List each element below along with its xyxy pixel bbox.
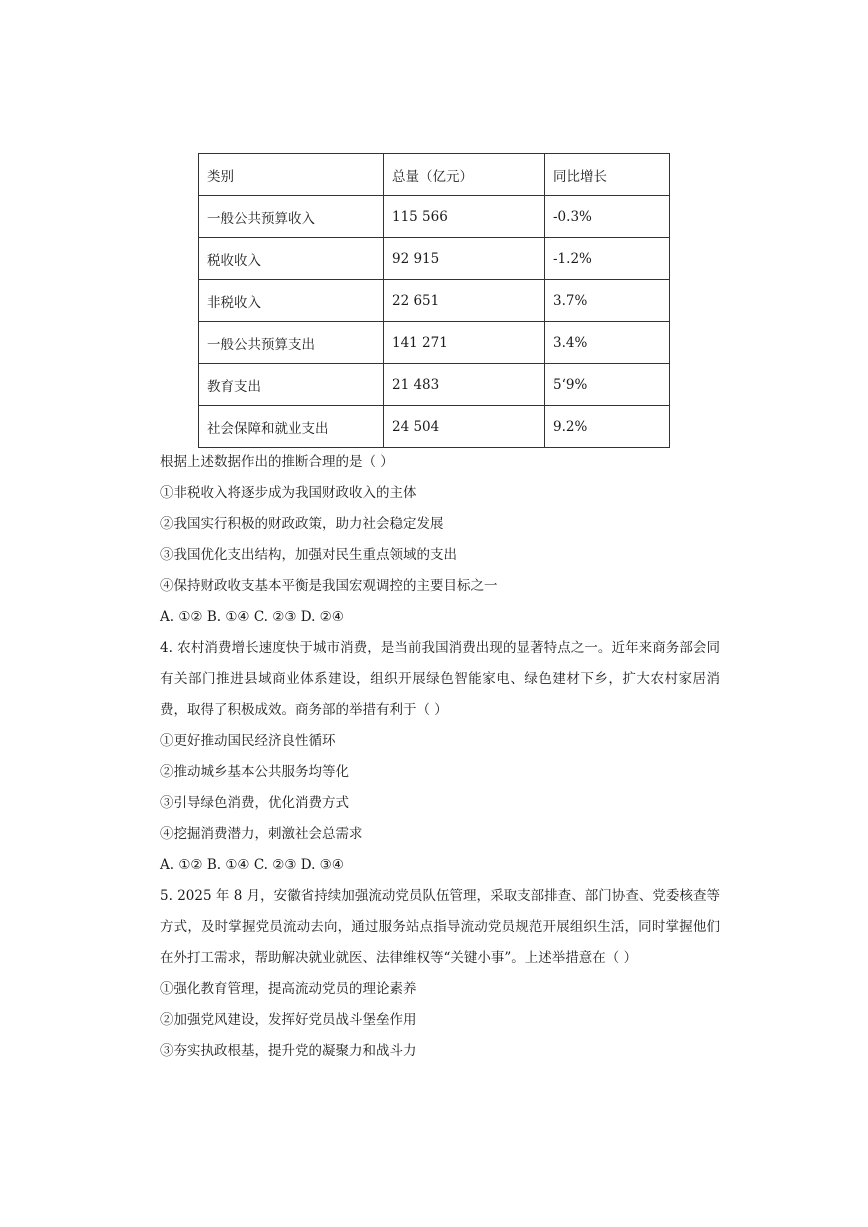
table-cell: 22 651 <box>384 280 545 322</box>
table-cell: 非税收入 <box>199 280 384 322</box>
table-cell: -0.3% <box>545 196 670 238</box>
option-statement: ①强化教育管理，提高流动党员的理论素养 <box>160 981 417 997</box>
table-cell: 教育支出 <box>199 364 384 406</box>
table-cell: 21 483 <box>384 364 545 406</box>
table-header-cell: 类别 <box>199 154 384 196</box>
table-cell: 3.4% <box>545 322 670 364</box>
question-stem: 5. 2025 年 8 月，安徽省持续加强流动党员队伍管理，采取支部排查、部门协查、党委核查等方式，及时掌握党员流动去向，通过服务站点指导流动党员规范开展组织生活，同时掌握他们在外打工需求，帮助解决就业就医、法律维权等“关键小事”。上述举措意在（ ） <box>160 888 720 966</box>
option-statement: ②我国实行积极的财政政策，助力社会稳定发展 <box>160 516 444 532</box>
option-statement: ④保持财政收支基本平衡是我国宏观调控的主要目标之一 <box>160 578 498 594</box>
table-row <box>199 364 670 406</box>
table-cell: 税收收入 <box>199 238 384 280</box>
answer-choices: A. ①② B. ①④ C. ②③ D. ②④ <box>160 609 344 625</box>
question-stem: 根据上述数据作出的推断合理的是（ ） <box>160 454 394 470</box>
table-cell: 9.2% <box>545 406 670 448</box>
table-cell: 一般公共预算收入 <box>199 196 384 238</box>
option-statement: ④挖掘消费潜力，刺激社会总需求 <box>160 826 363 842</box>
option-statement: ③引导绿色消费，优化消费方式 <box>160 795 349 811</box>
table-cell: 115 566 <box>384 196 545 238</box>
option-statement: ②加强党风建设，发挥好党员战斗堡垒作用 <box>160 1012 417 1028</box>
question-3 <box>160 447 720 633</box>
answer-choices: A. ①② B. ①④ C. ②③ D. ③④ <box>160 857 344 873</box>
table-cell: 3.7% <box>545 280 670 322</box>
table-row <box>199 406 670 448</box>
table-cell: 92 915 <box>384 238 545 280</box>
table-row <box>199 196 670 238</box>
table-cell: -1.2% <box>545 238 670 280</box>
table-row <box>199 238 670 280</box>
table-cell: 一般公共预算支出 <box>199 322 384 364</box>
question-4 <box>160 633 720 881</box>
option-statement: ①更好推动国民经济良性循环 <box>160 733 336 749</box>
table-row <box>199 280 670 322</box>
option-statement: ③夯实执政根基，提升党的凝聚力和战斗力 <box>160 1043 417 1059</box>
option-statement: ①非税收入将逐步成为我国财政收入的主体 <box>160 485 417 501</box>
table-cell: 社会保障和就业支出 <box>199 406 384 448</box>
table-header-cell: 同比增长 <box>545 154 670 196</box>
option-statement: ③我国优化支出结构，加强对民生重点领域的支出 <box>160 547 457 563</box>
table-row <box>199 322 670 364</box>
option-statement: ②推动城乡基本公共服务均等化 <box>160 764 349 780</box>
table-header-cell: 总量（亿元） <box>384 154 545 196</box>
table-cell: 5‘9% <box>545 364 670 406</box>
question-stem: 4. 农村消费增长速度快于城市消费，是当前我国消费出现的显著特点之一。近年来商务部会同有关部门推进县域商业体系建设，组织开展绿色智能家电、绿色建材下乡，扩大农村家居消费，取得了积极成效。商务部的举措有利于（ ） <box>160 640 720 718</box>
table-cell: 24 504 <box>384 406 545 448</box>
question-5 <box>160 881 720 1067</box>
fiscal-data-table <box>198 153 670 448</box>
table-header-row <box>199 154 670 196</box>
table-cell: 141 271 <box>384 322 545 364</box>
